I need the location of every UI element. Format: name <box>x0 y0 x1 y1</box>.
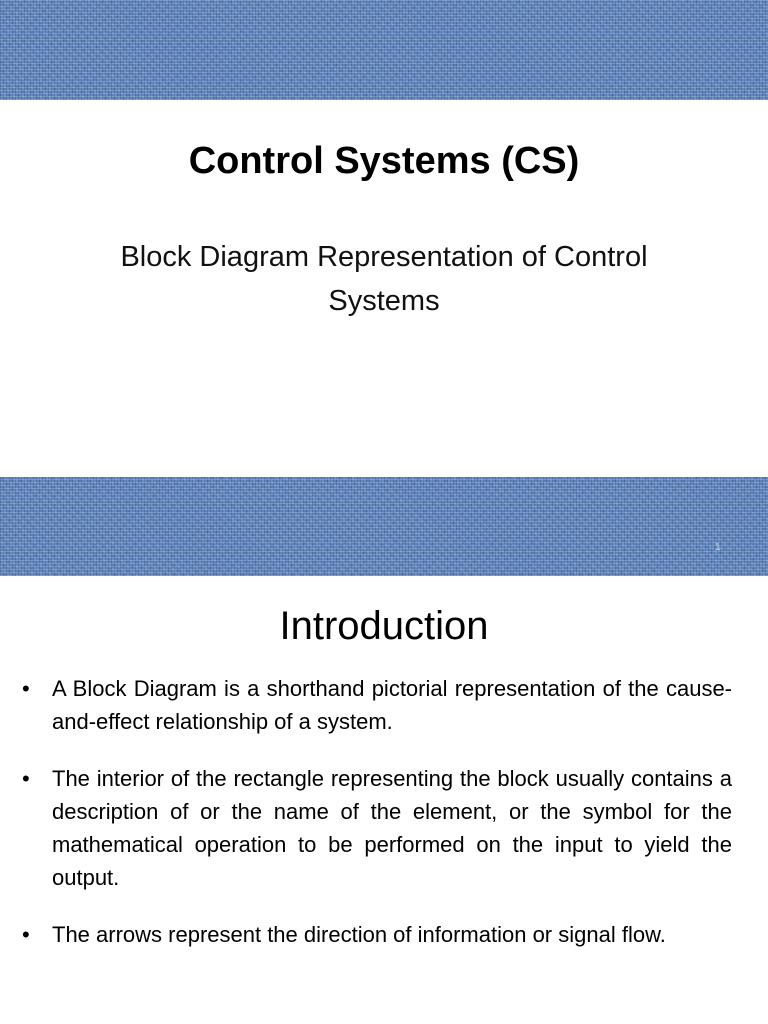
bullet-item-3 <box>22 918 732 951</box>
bullet-icon: • <box>22 922 30 947</box>
bottom-decorative-band <box>0 477 768 576</box>
bullet-item-2 <box>22 762 732 894</box>
slide-number: 1 <box>715 542 721 553</box>
introduction-heading: Introduction <box>279 604 489 648</box>
top-decorative-band <box>0 0 768 100</box>
bullet-text: A Block Diagram is a shorthand pictorial representation of the cause-and-effect relationship of a system. <box>52 676 732 734</box>
slide-subtitle: Block Diagram Representation of Control Systems <box>120 241 648 317</box>
bullet-icon: • <box>22 766 30 791</box>
introduction-bullet-list <box>22 672 732 975</box>
bullet-text: The arrows represent the direction of information or signal flow. <box>52 922 666 947</box>
bullet-item-1 <box>22 672 732 738</box>
slide-title: Control Systems (CS) <box>188 140 580 182</box>
bullet-text: The interior of the rectangle representing the block usually contains a description of or the name of the element, or the symbol for the mathematical operation to be performed on the input to yield the output. <box>52 766 732 890</box>
bullet-icon: • <box>22 676 30 701</box>
